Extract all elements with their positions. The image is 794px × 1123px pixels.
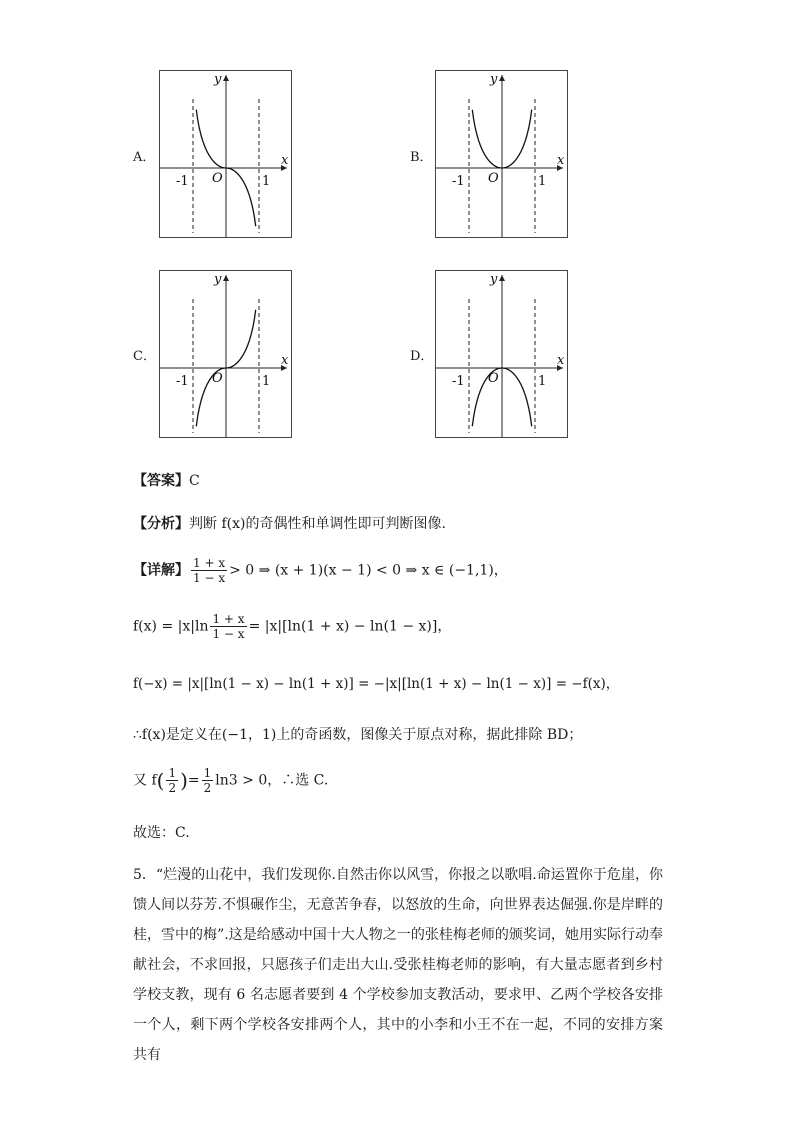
function-graph xyxy=(160,71,291,237)
half-den-2: 2 xyxy=(203,781,212,795)
x-axis-label: x xyxy=(281,153,289,168)
tick-one: 1 xyxy=(262,174,271,189)
analysis-text: 判断 f(x)的奇偶性和单调性即可判断图像. xyxy=(189,516,446,532)
y-axis-arrow-icon xyxy=(499,275,505,281)
answer-text: C xyxy=(189,473,200,489)
option-d-label: D． xyxy=(410,349,434,364)
half-fraction-2 xyxy=(202,766,214,795)
origin-label: O xyxy=(488,371,499,386)
tick-neg-one: -1 xyxy=(176,174,189,189)
fraction-2-numerator: 1 + x xyxy=(212,612,245,626)
detail-line-3: f(−x) = |x|[ln(1 − x) − ln(1 + x)] = −|x|[ln(1 + x) − ln(1 − x)] = −f(x)， xyxy=(133,676,620,692)
detail-line-4: ∴f(x)是定义在(−1，1)上的奇函数，图像关于原点对称，据此排除 BD； xyxy=(133,727,583,743)
option-c-label: C． xyxy=(133,349,156,364)
function-graph xyxy=(436,71,567,237)
answer-tag: 【答案】 xyxy=(133,473,189,489)
y-axis-arrow-icon xyxy=(223,275,229,281)
detail-line-1 xyxy=(133,556,508,585)
detail-line-5-eq: = xyxy=(187,772,200,789)
detail-fraction xyxy=(191,556,227,585)
tick-one: 1 xyxy=(538,174,547,189)
y-axis-label: y xyxy=(214,72,222,87)
tick-neg-one: -1 xyxy=(452,374,465,389)
fraction-numerator: 1 + x xyxy=(193,556,226,570)
detail-line-2 xyxy=(133,612,451,641)
analysis-tag: 【分析】 xyxy=(133,516,189,532)
y-axis-arrow-icon xyxy=(499,75,505,81)
detail-line-1-rest: > 0 ⇒ (x + 1)(x − 1) < 0 ⇒ x ∈ (−1,1)， xyxy=(229,562,508,579)
detail-line-5: 又 f( $\frac{1}{2}$ )= $\frac{1}{2}$ ln3 > 0，∴选 C. xyxy=(133,766,329,795)
tick-neg-one: -1 xyxy=(176,374,189,389)
detail-tag: 【详解】 xyxy=(133,562,189,579)
tick-one: 1 xyxy=(262,374,271,389)
detail-fraction-2 xyxy=(210,612,246,641)
detail-line-2-rest: = |x|[ln(1 + x) − ln(1 − x)]， xyxy=(248,618,452,635)
detail-line-2-left: f(x) = |x|ln xyxy=(133,618,209,635)
fraction-denominator: 1 − x xyxy=(193,571,226,585)
graph-a[interactable] xyxy=(159,70,292,238)
fraction-2-denominator: 1 − x xyxy=(212,627,245,641)
tick-neg-one: -1 xyxy=(452,174,465,189)
option-b-label: B． xyxy=(410,150,433,165)
detail-line-5-a: 又 f xyxy=(133,772,157,789)
y-axis-arrow-icon xyxy=(223,75,229,81)
graph-b[interactable] xyxy=(435,70,568,238)
half-fraction xyxy=(166,766,178,795)
graph-c[interactable] xyxy=(159,270,292,438)
half-num: 1 xyxy=(168,766,177,780)
x-axis-label: x xyxy=(557,353,565,368)
tick-one: 1 xyxy=(538,374,547,389)
question-5: 5．“烂漫的山花中，我们发现你.自然击你以风雪，你报之以歌唱.命运置你于危崖，你馈人间以芬芳.不惧碾作尘，无意苦争春，以怒放的生命，向世界表达倔强.你是岸畔的桂，雪中的梅”.这是给感动中国十大人物之一的张桂梅老师的颁奖词，她用实际行动奉献社会，不求回报，只愿孩子们走出大山.受张桂梅老师的影响，有大量志愿者到乡村学校支教，现有 6 名志愿者要到 4 个学校参加支教活动，要求甲、乙两个学校各安排一个人，剩下两个学校各安排两个人，其中的小李和小王不在一起，不同的安排方案共有 xyxy=(133,867,663,1063)
function-graph xyxy=(160,271,291,437)
y-axis-label: y xyxy=(490,72,498,87)
half-den: 2 xyxy=(168,781,177,795)
x-axis-label: x xyxy=(557,153,565,168)
detail-line-5-c: ln3 > 0，∴选 C. xyxy=(215,772,329,789)
origin-label: O xyxy=(212,171,223,186)
analysis-line xyxy=(133,513,446,533)
option-a-label: A． xyxy=(133,150,156,165)
function-graph xyxy=(436,271,567,437)
origin-label: O xyxy=(488,171,499,186)
detail-line-6: 故选：C. xyxy=(133,825,190,841)
y-axis-label: y xyxy=(490,272,498,287)
half-num-2: 1 xyxy=(203,766,212,780)
origin-label: O xyxy=(212,371,223,386)
x-axis-label: x xyxy=(281,353,289,368)
answer-line xyxy=(133,470,200,490)
graph-d[interactable] xyxy=(435,270,568,438)
y-axis-label: y xyxy=(214,272,222,287)
